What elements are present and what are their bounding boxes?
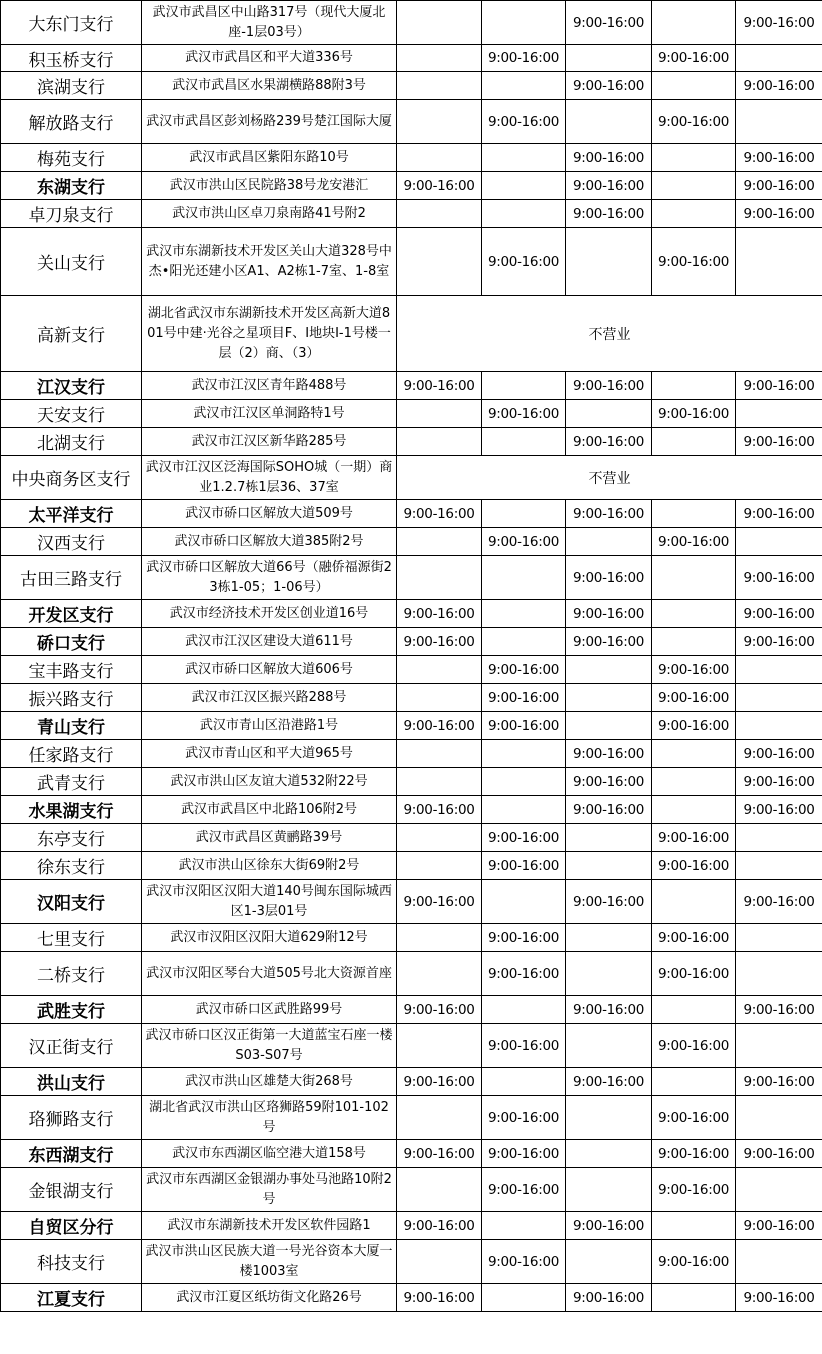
branch-name: 汉西支行	[1, 528, 142, 556]
hours-cell	[736, 1168, 822, 1212]
hours-cell: 9:00-16:00	[566, 428, 652, 456]
branch-address: 武汉市武昌区紫阳东路10号	[142, 144, 397, 172]
hours-cell: 9:00-16:00	[566, 600, 652, 628]
branch-address: 湖北省武汉市东湖新技术开发区高新大道801号中建·光谷之星项目F、I地块I-1号楼一层（2）商、（3）	[142, 296, 397, 372]
branch-name: 青山支行	[1, 712, 142, 740]
branch-address: 武汉市武昌区和平大道336号	[142, 45, 397, 72]
hours-cell	[652, 796, 736, 824]
branch-name: 高新支行	[1, 296, 142, 372]
hours-cell	[482, 796, 566, 824]
branch-name: 自贸区分行	[1, 1212, 142, 1240]
table-row	[1, 144, 822, 172]
branch-name: 科技支行	[1, 1240, 142, 1284]
hours-cell	[652, 1068, 736, 1096]
hours-cell: 9:00-16:00	[652, 1096, 736, 1140]
hours-cell	[397, 852, 482, 880]
table-row	[1, 768, 822, 796]
branch-name: 开发区支行	[1, 600, 142, 628]
hours-cell: 9:00-16:00	[397, 372, 482, 400]
hours-cell	[652, 768, 736, 796]
hours-cell: 9:00-16:00	[736, 1068, 822, 1096]
hours-cell	[566, 952, 652, 996]
hours-cell	[397, 528, 482, 556]
hours-cell	[652, 1284, 736, 1312]
branch-address: 武汉市硚口区武胜路99号	[142, 996, 397, 1024]
hours-cell	[652, 996, 736, 1024]
hours-cell: 9:00-16:00	[482, 1140, 566, 1168]
hours-cell: 9:00-16:00	[482, 684, 566, 712]
hours-cell	[397, 952, 482, 996]
hours-cell: 9:00-16:00	[652, 952, 736, 996]
hours-cell: 9:00-16:00	[736, 372, 822, 400]
hours-cell	[482, 740, 566, 768]
table-row	[1, 924, 822, 952]
branch-address: 武汉市洪山区卓刀泉南路41号附2	[142, 200, 397, 228]
branch-name: 二桥支行	[1, 952, 142, 996]
hours-cell	[652, 500, 736, 528]
hours-cell: 9:00-16:00	[736, 1212, 822, 1240]
branch-address: 武汉市硚口区解放大道66号（融侨福源街23栋1-05；1-06号）	[142, 556, 397, 600]
branch-address: 武汉市洪山区徐东大街69附2号	[142, 852, 397, 880]
hours-cell: 9:00-16:00	[566, 768, 652, 796]
hours-cell	[482, 1, 566, 45]
branch-name: 硚口支行	[1, 628, 142, 656]
hours-cell	[397, 740, 482, 768]
table-row	[1, 880, 822, 924]
branch-name: 滨湖支行	[1, 72, 142, 100]
branch-name: 七里支行	[1, 924, 142, 952]
branch-address: 武汉市汉阳区汉阳大道629附12号	[142, 924, 397, 952]
table-row	[1, 684, 822, 712]
hours-cell: 9:00-16:00	[566, 880, 652, 924]
table-row	[1, 456, 822, 500]
branch-address: 武汉市东湖新技术开发区关山大道328号中杰•阳光还建小区A1、A2栋1-7室、1-8室	[142, 228, 397, 296]
branch-name: 梅苑支行	[1, 144, 142, 172]
hours-cell	[482, 1284, 566, 1312]
hours-cell	[736, 924, 822, 952]
branch-name: 任家路支行	[1, 740, 142, 768]
branch-name: 中央商务区支行	[1, 456, 142, 500]
hours-cell	[566, 45, 652, 72]
branch-address: 武汉市武昌区水果湖横路88附3号	[142, 72, 397, 100]
hours-cell	[482, 556, 566, 600]
hours-cell	[736, 1024, 822, 1068]
hours-cell: 9:00-16:00	[652, 712, 736, 740]
branch-address: 武汉市青山区沿港路1号	[142, 712, 397, 740]
hours-cell	[736, 400, 822, 428]
table-row	[1, 796, 822, 824]
table-row	[1, 996, 822, 1024]
branch-address: 武汉市硚口区解放大道509号	[142, 500, 397, 528]
table-row	[1, 628, 822, 656]
hours-cell: 9:00-16:00	[566, 796, 652, 824]
hours-cell	[397, 1168, 482, 1212]
table-row	[1, 228, 822, 296]
hours-cell: 9:00-16:00	[736, 628, 822, 656]
hours-cell	[397, 228, 482, 296]
hours-cell: 9:00-16:00	[397, 172, 482, 200]
hours-cell: 9:00-16:00	[482, 952, 566, 996]
hours-cell: 9:00-16:00	[652, 45, 736, 72]
hours-cell: 9:00-16:00	[566, 556, 652, 600]
hours-cell	[397, 144, 482, 172]
hours-cell	[652, 144, 736, 172]
table-row	[1, 296, 822, 372]
table-row	[1, 100, 822, 144]
table-row	[1, 45, 822, 72]
table-row	[1, 200, 822, 228]
hours-cell	[566, 1140, 652, 1168]
hours-cell	[566, 228, 652, 296]
branch-address: 武汉市江汉区青年路488号	[142, 372, 397, 400]
hours-cell: 9:00-16:00	[397, 880, 482, 924]
table-row	[1, 712, 822, 740]
hours-cell	[652, 556, 736, 600]
hours-cell: 9:00-16:00	[482, 100, 566, 144]
hours-cell: 9:00-16:00	[736, 1, 822, 45]
hours-cell	[397, 768, 482, 796]
hours-cell: 9:00-16:00	[482, 1096, 566, 1140]
hours-cell	[736, 656, 822, 684]
hours-cell: 9:00-16:00	[566, 72, 652, 100]
table-row	[1, 428, 822, 456]
branch-name: 东湖支行	[1, 172, 142, 200]
hours-cell: 9:00-16:00	[652, 400, 736, 428]
hours-cell: 9:00-16:00	[736, 1140, 822, 1168]
branch-name: 古田三路支行	[1, 556, 142, 600]
hours-cell	[397, 72, 482, 100]
branch-name: 东亭支行	[1, 824, 142, 852]
table-row	[1, 1068, 822, 1096]
hours-cell	[652, 372, 736, 400]
hours-cell: 9:00-16:00	[566, 144, 652, 172]
hours-cell	[397, 428, 482, 456]
hours-cell: 9:00-16:00	[652, 1140, 736, 1168]
hours-cell	[482, 1068, 566, 1096]
hours-cell	[566, 528, 652, 556]
branch-address: 武汉市武昌区黄鹂路39号	[142, 824, 397, 852]
hours-cell: 9:00-16:00	[482, 1024, 566, 1068]
branch-name: 关山支行	[1, 228, 142, 296]
table-row	[1, 1212, 822, 1240]
hours-cell	[482, 600, 566, 628]
hours-cell: 9:00-16:00	[736, 796, 822, 824]
hours-cell: 9:00-16:00	[482, 824, 566, 852]
hours-cell	[736, 1240, 822, 1284]
table-row	[1, 1284, 822, 1312]
hours-cell: 9:00-16:00	[397, 628, 482, 656]
hours-cell: 9:00-16:00	[566, 500, 652, 528]
hours-cell: 9:00-16:00	[736, 768, 822, 796]
branch-name: 徐东支行	[1, 852, 142, 880]
hours-cell: 9:00-16:00	[397, 1140, 482, 1168]
hours-cell	[397, 100, 482, 144]
hours-cell	[482, 1212, 566, 1240]
hours-cell: 9:00-16:00	[397, 1068, 482, 1096]
closed-status: 不营业	[397, 456, 822, 500]
hours-cell: 9:00-16:00	[397, 1212, 482, 1240]
hours-cell: 9:00-16:00	[482, 1168, 566, 1212]
hours-cell	[397, 1024, 482, 1068]
table-row	[1, 528, 822, 556]
hours-cell: 9:00-16:00	[652, 824, 736, 852]
hours-cell: 9:00-16:00	[566, 628, 652, 656]
hours-cell: 9:00-16:00	[652, 100, 736, 144]
hours-cell	[566, 1024, 652, 1068]
hours-cell	[652, 880, 736, 924]
hours-cell	[482, 500, 566, 528]
hours-cell	[566, 824, 652, 852]
branch-address: 武汉市江汉区新华路285号	[142, 428, 397, 456]
hours-cell	[397, 45, 482, 72]
table-row	[1, 852, 822, 880]
branch-address: 湖北省武汉市洪山区珞狮路59附101-102号	[142, 1096, 397, 1140]
hours-cell: 9:00-16:00	[397, 1284, 482, 1312]
branch-address: 武汉市东西湖区临空港大道158号	[142, 1140, 397, 1168]
hours-cell: 9:00-16:00	[566, 740, 652, 768]
hours-cell	[482, 200, 566, 228]
branch-name: 洪山支行	[1, 1068, 142, 1096]
hours-cell: 9:00-16:00	[566, 1, 652, 45]
hours-cell: 9:00-16:00	[652, 1240, 736, 1284]
hours-cell: 9:00-16:00	[736, 200, 822, 228]
table-row	[1, 1240, 822, 1284]
hours-cell	[397, 556, 482, 600]
branch-name: 振兴路支行	[1, 684, 142, 712]
branch-address: 武汉市东西湖区金银湖办事处马池路10附2号	[142, 1168, 397, 1212]
hours-cell: 9:00-16:00	[482, 1240, 566, 1284]
branch-name: 天安支行	[1, 400, 142, 428]
hours-cell: 9:00-16:00	[482, 45, 566, 72]
hours-cell	[736, 952, 822, 996]
branch-name: 积玉桥支行	[1, 45, 142, 72]
hours-cell: 9:00-16:00	[652, 1024, 736, 1068]
hours-cell	[566, 1240, 652, 1284]
branch-name: 江汉支行	[1, 372, 142, 400]
hours-cell	[397, 684, 482, 712]
hours-cell: 9:00-16:00	[736, 500, 822, 528]
branch-address: 武汉市武昌区中山路317号（现代大厦北座-1层03号）	[142, 1, 397, 45]
branch-address: 武汉市江汉区泛海国际SOHO城（一期）商业1.2.7栋1层36、37室	[142, 456, 397, 500]
hours-cell	[736, 45, 822, 72]
hours-cell	[397, 656, 482, 684]
table-row	[1, 172, 822, 200]
hours-cell: 9:00-16:00	[736, 740, 822, 768]
branch-name: 北湖支行	[1, 428, 142, 456]
hours-cell	[482, 996, 566, 1024]
hours-cell: 9:00-16:00	[566, 172, 652, 200]
hours-cell	[652, 628, 736, 656]
branch-name: 卓刀泉支行	[1, 200, 142, 228]
hours-cell	[482, 72, 566, 100]
hours-cell: 9:00-16:00	[736, 72, 822, 100]
hours-cell: 9:00-16:00	[736, 556, 822, 600]
hours-cell: 9:00-16:00	[736, 144, 822, 172]
hours-cell	[482, 144, 566, 172]
hours-cell: 9:00-16:00	[736, 1284, 822, 1312]
branch-name: 宝丰路支行	[1, 656, 142, 684]
table-row	[1, 400, 822, 428]
hours-cell	[566, 656, 652, 684]
table-row	[1, 656, 822, 684]
hours-cell	[482, 880, 566, 924]
hours-cell	[566, 100, 652, 144]
hours-cell	[736, 528, 822, 556]
hours-cell	[566, 712, 652, 740]
hours-cell	[482, 768, 566, 796]
branch-address: 武汉市洪山区民院路38号龙安港汇	[142, 172, 397, 200]
hours-cell	[566, 1168, 652, 1212]
hours-cell: 9:00-16:00	[482, 712, 566, 740]
branch-name: 汉正街支行	[1, 1024, 142, 1068]
branch-address: 武汉市硚口区汉正街第一大道蓝宝石座一楼S03-S07号	[142, 1024, 397, 1068]
hours-cell: 9:00-16:00	[482, 852, 566, 880]
branch-address: 武汉市武昌区彭刘杨路239号楚江国际大厦	[142, 100, 397, 144]
table-row	[1, 1096, 822, 1140]
hours-cell: 9:00-16:00	[652, 684, 736, 712]
hours-cell: 9:00-16:00	[736, 600, 822, 628]
branch-name: 东西湖支行	[1, 1140, 142, 1168]
hours-cell	[482, 172, 566, 200]
hours-cell	[736, 712, 822, 740]
hours-cell	[652, 72, 736, 100]
hours-cell: 9:00-16:00	[652, 656, 736, 684]
branch-address: 武汉市汉阳区汉阳大道140号闽东国际城西区1-3层01号	[142, 880, 397, 924]
hours-cell: 9:00-16:00	[736, 428, 822, 456]
hours-cell	[652, 428, 736, 456]
branch-name: 水果湖支行	[1, 796, 142, 824]
table-body	[1, 1, 822, 1312]
hours-cell: 9:00-16:00	[397, 500, 482, 528]
hours-cell: 9:00-16:00	[566, 1068, 652, 1096]
hours-cell	[482, 372, 566, 400]
branch-name: 珞狮路支行	[1, 1096, 142, 1140]
hours-cell	[397, 824, 482, 852]
hours-cell: 9:00-16:00	[397, 796, 482, 824]
branch-address: 武汉市洪山区友谊大道532附22号	[142, 768, 397, 796]
hours-cell: 9:00-16:00	[652, 228, 736, 296]
branch-address: 武汉市硚口区解放大道606号	[142, 656, 397, 684]
hours-cell	[566, 400, 652, 428]
branch-name: 武青支行	[1, 768, 142, 796]
hours-cell	[736, 824, 822, 852]
table-row	[1, 1024, 822, 1068]
table-row	[1, 952, 822, 996]
hours-cell: 9:00-16:00	[736, 172, 822, 200]
hours-cell	[652, 600, 736, 628]
hours-cell: 9:00-16:00	[566, 996, 652, 1024]
branch-name: 江夏支行	[1, 1284, 142, 1312]
table-row	[1, 1168, 822, 1212]
table-row	[1, 556, 822, 600]
hours-cell	[482, 428, 566, 456]
hours-cell: 9:00-16:00	[566, 200, 652, 228]
hours-cell	[736, 852, 822, 880]
hours-cell	[736, 100, 822, 144]
branch-address: 武汉市江汉区振兴路288号	[142, 684, 397, 712]
hours-cell	[736, 1096, 822, 1140]
branch-address: 武汉市青山区和平大道965号	[142, 740, 397, 768]
hours-cell: 9:00-16:00	[652, 852, 736, 880]
hours-cell	[652, 172, 736, 200]
table-row	[1, 824, 822, 852]
branch-address: 武汉市江汉区单洞路特1号	[142, 400, 397, 428]
hours-cell: 9:00-16:00	[482, 400, 566, 428]
hours-cell	[566, 684, 652, 712]
hours-cell	[652, 740, 736, 768]
branch-address: 武汉市洪山区民族大道一号光谷资本大厦一楼1003室	[142, 1240, 397, 1284]
hours-cell	[482, 628, 566, 656]
hours-cell	[652, 1, 736, 45]
hours-cell: 9:00-16:00	[736, 996, 822, 1024]
branch-address: 武汉市经济技术开发区创业道16号	[142, 600, 397, 628]
hours-cell	[652, 1212, 736, 1240]
branch-address: 武汉市江夏区纸坊街文化路26号	[142, 1284, 397, 1312]
branch-name: 武胜支行	[1, 996, 142, 1024]
hours-cell: 9:00-16:00	[482, 228, 566, 296]
table-row	[1, 72, 822, 100]
hours-cell: 9:00-16:00	[397, 996, 482, 1024]
table-row	[1, 372, 822, 400]
hours-cell	[397, 200, 482, 228]
hours-cell	[566, 1096, 652, 1140]
hours-cell: 9:00-16:00	[652, 1168, 736, 1212]
hours-cell: 9:00-16:00	[652, 528, 736, 556]
hours-cell	[566, 852, 652, 880]
table-row	[1, 1, 822, 45]
branch-name: 太平洋支行	[1, 500, 142, 528]
hours-cell	[397, 1096, 482, 1140]
hours-cell: 9:00-16:00	[397, 600, 482, 628]
table-row	[1, 500, 822, 528]
table-row	[1, 1140, 822, 1168]
hours-cell: 9:00-16:00	[397, 712, 482, 740]
hours-cell	[566, 924, 652, 952]
hours-cell	[397, 924, 482, 952]
hours-cell: 9:00-16:00	[482, 656, 566, 684]
hours-cell: 9:00-16:00	[482, 528, 566, 556]
hours-cell: 9:00-16:00	[566, 372, 652, 400]
hours-cell	[397, 400, 482, 428]
branch-name: 汉阳支行	[1, 880, 142, 924]
closed-status: 不营业	[397, 296, 822, 372]
hours-cell: 9:00-16:00	[566, 1212, 652, 1240]
branch-name: 金银湖支行	[1, 1168, 142, 1212]
branch-address: 武汉市汉阳区琴台大道505号北大资源首座	[142, 952, 397, 996]
branch-address: 武汉市东湖新技术开发区软件园路1	[142, 1212, 397, 1240]
hours-cell	[652, 200, 736, 228]
hours-cell	[397, 1240, 482, 1284]
branch-address: 武汉市洪山区雄楚大街268号	[142, 1068, 397, 1096]
hours-cell: 9:00-16:00	[652, 924, 736, 952]
branch-name: 大东门支行	[1, 1, 142, 45]
branch-name: 解放路支行	[1, 100, 142, 144]
branch-address: 武汉市江汉区建设大道611号	[142, 628, 397, 656]
hours-cell	[736, 684, 822, 712]
branch-address: 武汉市硚口区解放大道385附2号	[142, 528, 397, 556]
hours-cell	[736, 228, 822, 296]
branch-address: 武汉市武昌区中北路106附2号	[142, 796, 397, 824]
hours-cell	[397, 1, 482, 45]
hours-cell: 9:00-16:00	[482, 924, 566, 952]
hours-cell: 9:00-16:00	[736, 880, 822, 924]
table-row	[1, 600, 822, 628]
hours-cell: 9:00-16:00	[566, 1284, 652, 1312]
table-row	[1, 740, 822, 768]
